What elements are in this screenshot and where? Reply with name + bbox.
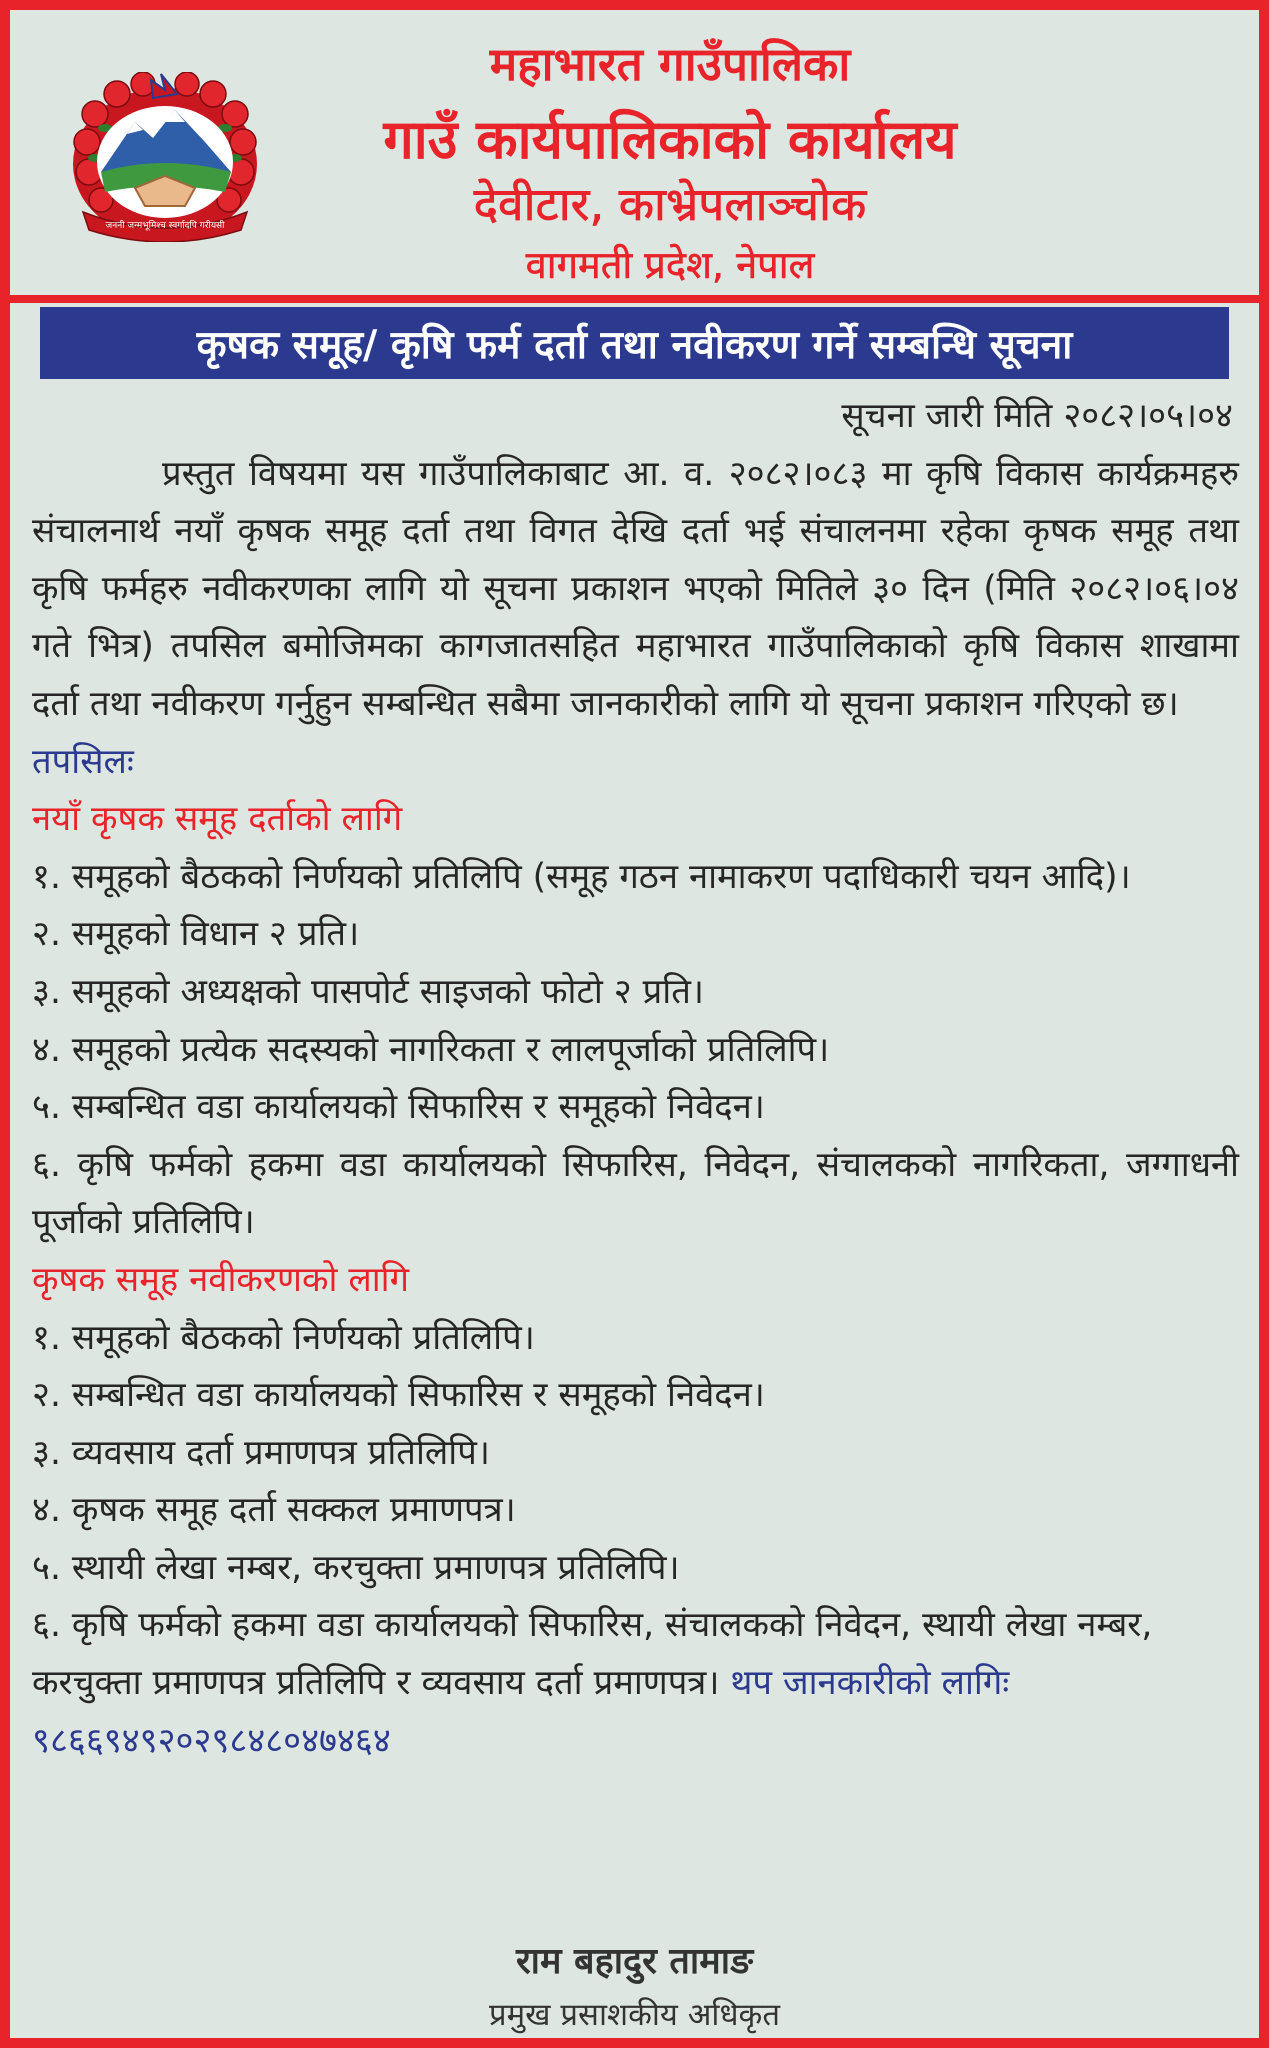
notice-title-banner: कृषक समूह/ कृषि फर्म दर्ता तथा नवीकरण गर्ने सम्बन्धि सूचना xyxy=(40,307,1229,379)
contact-label: थप जानकारीको लागिः xyxy=(730,1663,1010,1704)
nepal-emblem-icon xyxy=(65,72,265,242)
province-country: वागमती प्रदेश, नेपाल xyxy=(525,243,815,287)
notice-body xyxy=(32,388,1239,1770)
list-item: ४. कृषक समूह दर्ता सक्कल प्रमाणपत्र। xyxy=(32,1490,516,1531)
intro-paragraph: प्रस्तुत विषयमा यस गाउँपालिकाबाट आ. व. २०८२।०८३ मा कृषि विकास कार्यक्रमहरु संचालनार्थ नयाँ कृषक समूह दर्ता तथा विगत देखि दर्ता भई संचालनमा रहेका कृषक समूह तथा कृषि फर्महरु नवीकरणका लागि यो सूचना प्रकाशन भएको मितिले ३० दिन (मिति २०८२।०६।०४ गते भित्र) तपसिल बमोजिमका कागजातसहित महाभारत गाउँपालिकाको कृषि विकास शाखामा दर्ता तथा नवीकरण गर्नुहुन सम्बन्धित सबैमा जानकारीको लागि यो सूचना प्रकाशन गरिएको छ। xyxy=(32,453,1239,724)
contact-phone-numbers: ९८६६९४९२०२९८४८०४७४६४ xyxy=(32,1720,391,1761)
list-item: ३. समूहको अध्यक्षको पासपोर्ट साइजको फोटो २ प्रति। xyxy=(32,971,704,1012)
list-item: ३. व्यवसाय दर्ता प्रमाणपत्र प्रतिलिपि। xyxy=(32,1432,490,1473)
list-item: ६. कृषि फर्मको हकमा वडा कार्यालयको सिफारिस, संचालकको निवेदन, स्थायी लेखा नम्बर, करचुक्ता प्रमाणपत्र प्रतिलिपि र व्यवसाय दर्ता प्रमाणपत्र। xyxy=(32,1605,1153,1704)
signatory-name: राम बहादुर तामाङ xyxy=(515,1941,754,1982)
list-item: ४. समूहको प्रत्येक सदस्यको नागरिकता र लालपूर्जाको प्रतिलिपि। xyxy=(32,1029,830,1070)
municipality-name: महाभारत गाउँपालिका xyxy=(489,37,851,91)
tapsil-label: तपसिलः xyxy=(32,741,134,782)
office-address: देवीटार, काभ्रेपलाञ्चोक xyxy=(473,177,867,231)
renewal-heading: कृषक समूह नवीकरणको लागि xyxy=(32,1259,410,1300)
new-registration-heading: नयाँ कृषक समूह दर्ताको लागि xyxy=(32,799,403,840)
list-item: १. समूहको बैठकको निर्णयको प्रतिलिपि (समूह गठन नामाकरण पदाधिकारी चयन आदि)। xyxy=(32,856,1131,897)
list-item: ५. सम्बन्धित वडा कार्यालयको सिफारिस र समूहको निवेदन। xyxy=(32,1087,765,1128)
renewal-last-item xyxy=(32,1597,1239,1770)
list-item: २. समूहको विधान २ प्रति। xyxy=(32,914,360,955)
svg-text:जननी जन्मभूमिश्च स्वर्गादपि गर: जननी जन्मभूमिश्च स्वर्गादपि गरीयसी xyxy=(105,221,225,231)
header-divider xyxy=(10,295,1259,303)
list-item: ५. स्थायी लेखा नम्बर, करचुक्ता प्रमाणपत्र प्रतिलिपि। xyxy=(32,1547,680,1588)
list-item: ६. कृषि फर्मको हकमा वडा कार्यालयको सिफारिस, निवेदन, संचालकको नागरिकता, जग्गाधनी पूर्जाको प्रतिलिपि। xyxy=(32,1144,1239,1243)
header xyxy=(10,10,1259,290)
signatory-title: प्रमुख प्रसाशकीय अधिकृत xyxy=(488,1997,781,2033)
list-item: १. समूहको बैठकको निर्णयको प्रतिलिपि। xyxy=(32,1317,535,1358)
list-item: २. सम्बन्धित वडा कार्यालयको सिफारिस र समूहको निवेदन। xyxy=(32,1375,765,1416)
notice-date: सूचना जारी मिति २०८२।०५।०४ xyxy=(841,396,1233,436)
office-name: गाउँ कार्यपालिकाको कार्यालय xyxy=(383,108,957,171)
